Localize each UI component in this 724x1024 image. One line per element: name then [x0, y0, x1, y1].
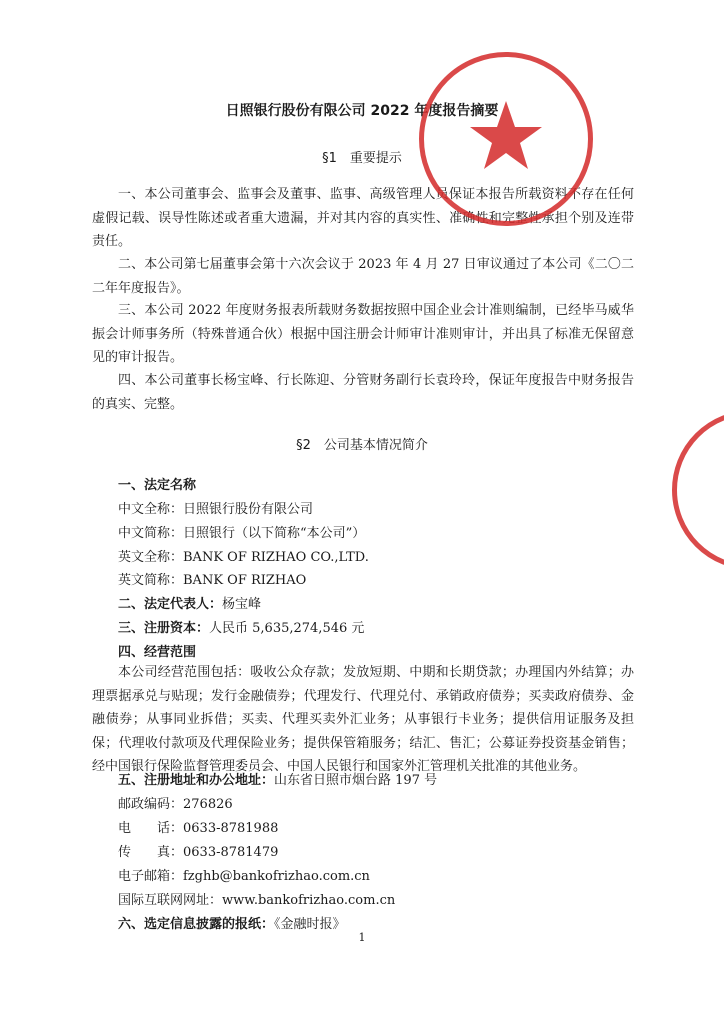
legal-representative-value: 杨宝峰 [222, 597, 262, 612]
newspaper-label: 六、选定信息披露的报纸： [118, 917, 275, 932]
english-short-name: 英文简称：BANK OF RIZHAO [118, 573, 307, 588]
email: 电子邮箱：fzghb@bankofrizhao.com.cn [118, 869, 370, 884]
section-1-heading: §1 重要提示 [322, 151, 402, 166]
notice-paragraph-4: 四、本公司董事长杨宝峰、行长陈迎、分管财务副行长袁玲玲，保证年度报告中财务报告的真实、完整。 [92, 373, 634, 412]
legal-name-heading: 一、法定名称 [118, 478, 197, 493]
seal-star-icon [424, 57, 588, 221]
fax: 传 真：0633-8781479 [118, 845, 279, 860]
notice-paragraph-1: 一、本公司董事会、监事会及董事、监事、高级管理人员保证本报告所载资料不存在任何虚假记载、误导性陈述或者重大遗漏，并对其内容的真实性、准确性和完整性承担个别及连带责任。 [92, 187, 634, 249]
chinese-full-name: 中文全称：日照银行股份有限公司 [118, 502, 314, 517]
telephone: 电 话：0633-8781988 [118, 821, 279, 836]
notice-paragraph-2: 二、本公司第七届董事会第十六次会议于 2023 年 4 月 27 日审议通过了本公司《二〇二二年年度报告》。 [92, 257, 634, 296]
document-title: 日照银行股份有限公司 2022 年度报告摘要 [225, 103, 499, 119]
english-full-name: 英文全称：BANK OF RIZHAO CO.,LTD. [118, 550, 369, 565]
address-value: 山东省日照市烟台路 197 号 [274, 773, 438, 788]
page-number: 1 [358, 931, 366, 944]
website: 国际互联网网址：www.bankofrizhao.com.cn [118, 893, 396, 908]
section-2-heading: §2 公司基本情况简介 [296, 438, 428, 453]
notice-paragraph-3: 三、本公司 2022 年度财务报表所载财务数据按照中国企业会计准则编制，已经毕马威华振会计师事务所（特殊普通合伙）根据中国注册会计师审计准则审计，并出具了标准无保留意见的审计报告。 [92, 303, 634, 365]
company-seal [419, 52, 593, 226]
chinese-short-name: 中文简称：日照银行（以下简称“本公司”） [118, 526, 366, 541]
address-label: 五、注册地址和办公地址： [118, 773, 275, 788]
registered-capital-value: 人民币 5,635,274,546 元 [209, 621, 365, 636]
legal-representative-row [118, 593, 261, 612]
registered-capital-label: 三、注册资本： [118, 621, 210, 636]
registered-capital-row [118, 617, 364, 636]
newspaper-value: 《金融时报》 [274, 917, 346, 932]
disclosure-newspaper-row [118, 913, 346, 932]
address-row [118, 769, 437, 788]
postal-code: 邮政编码：276826 [118, 797, 233, 812]
legal-representative-label: 二、法定代表人： [118, 597, 223, 612]
business-scope-heading: 四、经营范围 [118, 645, 197, 660]
business-scope-text: 本公司经营范围包括：吸收公众存款；发放短期、中期和长期贷款；办理国内外结算；办理票据承兑与贴现；发行金融债券；代理发行、代理兑付、承销政府债券；买卖政府债券、金融债券；从事同业拆借；买卖、代理买卖外汇业务；从事银行卡业务；提供信用证服务及担保；代理收付款项及代理保险业务；提供保管箱服务；结汇、售汇；公募证券投资基金销售；经中国银行保险监督管理委员会、中国人民银行和国家外汇管理机关批准的其他业务。 [92, 665, 634, 774]
